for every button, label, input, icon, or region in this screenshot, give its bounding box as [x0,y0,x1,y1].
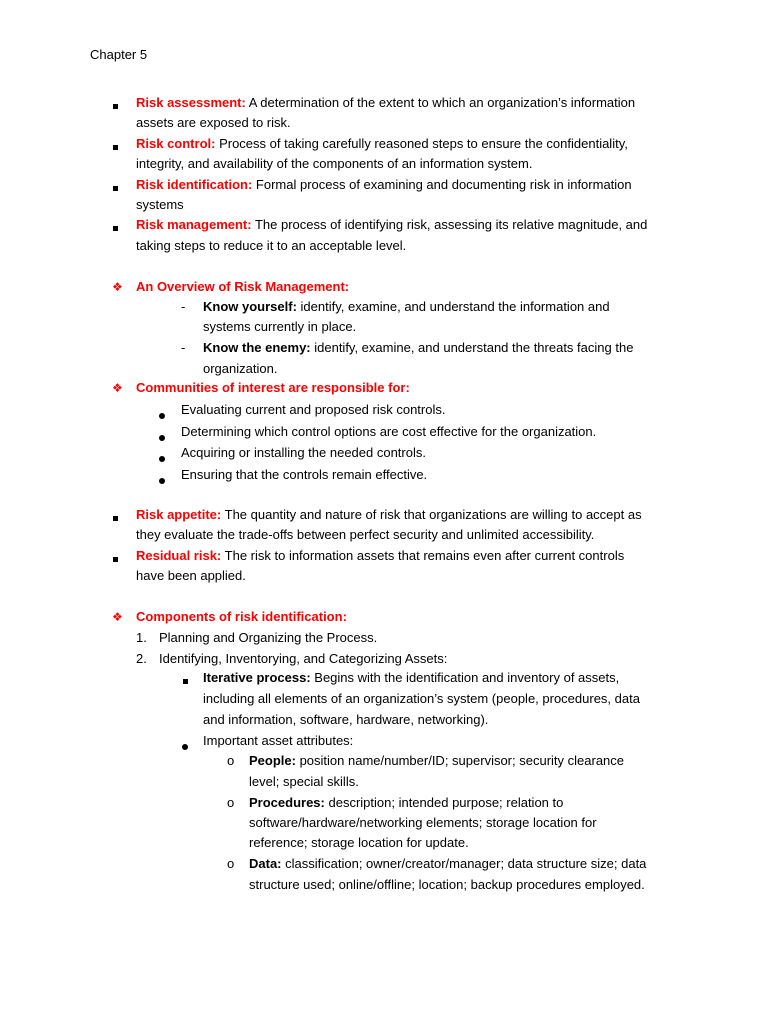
definition-continuation: they evaluate the trade-offs between perfect security and unlimited accessibility. [136,527,595,542]
square-bullet-icon [113,509,118,525]
overview-item-continuation: organization. [203,361,278,376]
iterative-continuation: including all elements of an organization’s system (people, procedures, data [203,691,640,706]
circle-bullet-icon: o [227,856,235,871]
square-bullet-icon [113,138,118,154]
definition-term: Risk identification: [136,177,253,192]
attribute-continuation: reference; storage location for update. [249,835,469,850]
diamond-bullet-icon: ❖ [112,280,123,294]
section-heading: Communities of interest are responsible for: [136,380,410,395]
definition-line: Risk control: Process of taking carefully reasoned steps to ensure the confidentiality, [136,136,628,151]
circle-bullet-icon: o [227,795,235,810]
section-heading: Components of risk identification: [136,609,347,624]
dash-bullet-icon: - [181,340,186,355]
attribute-continuation: level; special skills. [249,774,359,789]
step-number: 1. [136,630,147,645]
round-bullet-icon [159,429,165,445]
round-bullet-icon [159,407,165,423]
list-item: Evaluating current and proposed risk controls. [181,402,446,417]
overview-item-continuation: systems currently in place. [203,319,357,334]
iterative-process-line: Iterative process: Begins with the identification and inventory of assets, [203,670,620,685]
definition-continuation: integrity, and availability of the components of an information system. [136,156,533,171]
attribute-continuation: structure used; online/offline; location; backup procedures employed. [249,877,645,892]
section-heading: An Overview of Risk Management: [136,279,350,294]
square-bullet-icon [113,97,118,113]
overview-item: Know yourself: identify, examine, and understand the information and [203,299,610,314]
definition-term: Risk assessment: [136,95,246,110]
round-bullet-icon [159,450,165,466]
definition-continuation: assets are exposed to risk. [136,115,291,130]
square-bullet-icon [113,550,118,566]
square-bullet-icon [113,219,118,235]
step-text: Identifying, Inventorying, and Categorizing Assets: [159,651,448,666]
step-text: Planning and Organizing the Process. [159,630,378,645]
square-bullet-icon [183,672,188,688]
definition-line: Risk assessment: A determination of the extent to which an organization’s information [136,95,636,110]
dash-bullet-icon: - [181,299,186,314]
definition-term: Risk appetite: [136,507,222,522]
diamond-bullet-icon: ❖ [112,381,123,395]
list-item: Determining which control options are cost effective for the organization. [181,424,597,439]
definition-line: Residual risk: The risk to information assets that remains even after current controls [136,548,625,563]
attribute-line: Procedures: description; intended purpose; relation to [249,795,564,810]
step-number: 2. [136,651,147,666]
list-item: Ensuring that the controls remain effective. [181,467,428,482]
definition-continuation: systems [136,197,184,212]
definition-continuation: have been applied. [136,568,246,583]
definition-line: Risk management: The process of identifying risk, assessing its relative magnitude, and [136,217,648,232]
definition-line: Risk appetite: The quantity and nature of risk that organizations are willing to accept as [136,507,642,522]
chapter-header: Chapter 5 [90,47,148,62]
attribute-line: People: position name/number/ID; supervisor; security clearance [249,753,625,768]
round-bullet-icon [182,738,188,754]
attributes-label: Important asset attributes: [203,733,354,748]
list-item: Acquiring or installing the needed controls. [181,445,426,460]
round-bullet-icon [159,472,165,488]
diamond-bullet-icon: ❖ [112,610,123,624]
definition-continuation: taking steps to reduce it to an acceptable level. [136,238,407,253]
square-bullet-icon [113,179,118,195]
attribute-line: Data: classification; owner/creator/manager; data structure size; data [249,856,647,871]
definition-term: Residual risk: [136,548,222,563]
iterative-continuation: and information, software, hardware, networking). [203,712,489,727]
attribute-continuation: software/hardware/networking elements; storage location for [249,815,597,830]
definition-term: Risk management: [136,217,252,232]
overview-item: Know the enemy: identify, examine, and understand the threats facing the [203,340,634,355]
definition-line: Risk identification: Formal process of examining and documenting risk in information [136,177,632,192]
circle-bullet-icon: o [227,753,235,768]
definition-term: Risk control: [136,136,216,151]
